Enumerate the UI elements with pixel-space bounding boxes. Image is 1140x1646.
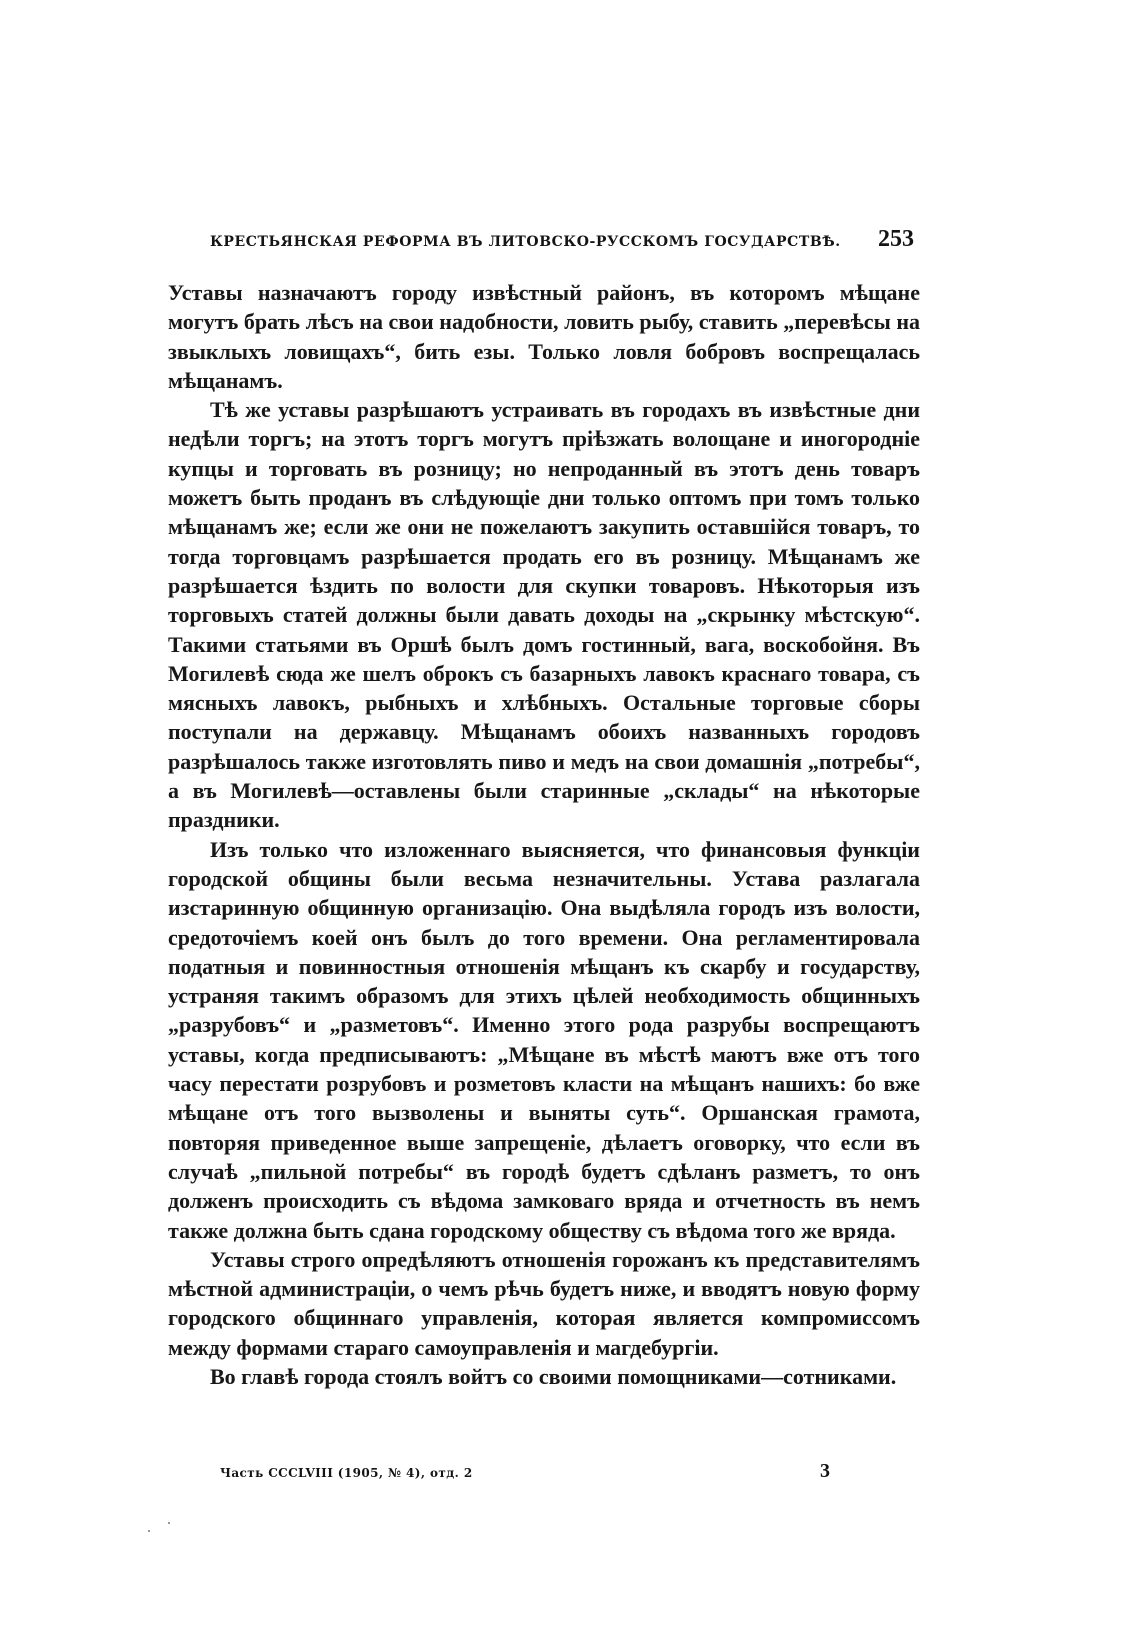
scan-speck bbox=[148, 1530, 150, 1532]
page-footer bbox=[220, 1460, 870, 1486]
signature-mark: 3 bbox=[820, 1460, 830, 1482]
paragraph-2: Тѣ же уставы разрѣшаютъ устраивать въ городахъ въ извѣстные дни недѣли торгъ; на этотъ торгъ могутъ пріѣзжать волощане и иногородніе купцы и торговать въ розницу; но непроданный въ этотъ день товаръ можетъ быть проданъ въ слѣдующіе дни только оптомъ при томъ только мѣщанамъ же; если же они не пожелаютъ закупить оставшійся товаръ, то тогда торговцамъ разрѣшается продать его въ розницу. Мѣщанамъ же разрѣшается ѣздить по волости для скупки товаровъ. Нѣкоторыя изъ торговыхъ статей должны были давать доходы на „скрынку мѣстскую“. Такими статьями въ Оршѣ былъ домъ гостинный, вага, воскобойня. Въ Могилевѣ сюда же шелъ оброкъ съ базарныхъ лавокъ краснаго товара, съ мясныхъ лавокъ, рыбныхъ и хлѣбныхъ. Остальные торговые сборы поступали на державцу. Мѣщанамъ обоихъ названныхъ городовъ разрѣшалось также изготовлять пиво и медъ на свои домашнія „потребы“, а въ Могилевѣ—оставлены были старинные „склады“ на нѣкоторые праздники. bbox=[168, 397, 920, 833]
signature-note: Часть CCCLVIII (1905, № 4), отд. 2 bbox=[220, 1466, 473, 1480]
paragraph-1: Уставы назначаютъ городу извѣстный районъ, въ которомъ мѣщане могутъ брать лѣсъ на свои надобности, ловить рыбу, ставить „перевѣсы на звыклыхъ ловищахъ“, бить езы. Только ловля бобровъ воспрещалась мѣщанамъ. bbox=[168, 280, 920, 393]
page-number: 253 bbox=[878, 226, 914, 252]
paragraph-3: Изъ только что изложеннаго выясняется, что финансовыя функціи городской общины были весьма незначительны. Устава разлагала изстаринную общинную организацію. Она выдѣляла городъ изъ волости, средоточіемъ коей онъ былъ до того времени. Она регламентировала податныя и повинностныя отношенія мѣщанъ къ скарбу и государству, устраняя такимъ образомъ для этихъ цѣлей необходимость общинныхъ „разрубовъ“ и „разметовъ“. Именно этого рода разрубы воспрещаютъ уставы, когда предписываютъ: „Мѣщане въ мѣстѣ маютъ вже отъ того часу перестати розрубовъ и розметовъ класти на мѣщанъ нашихъ: бо вже мѣщане отъ того вызволены и выняты суть“. Оршанская грамота, повторяя приведенное выше запрещеніе, дѣлаетъ оговорку, что если въ случаѣ „пильной потребы“ въ городѣ будетъ сдѣланъ разметъ, то онъ долженъ происходить съ вѣдома замковаго вряда и отчетность въ немъ также должна быть сдана городскому обществу съ вѣдома того же вряда. bbox=[168, 836, 920, 1243]
scan-speck bbox=[168, 1522, 170, 1524]
running-head bbox=[210, 226, 914, 254]
paragraph-5: Во главѣ города стоялъ войтъ со своими помощниками—сотниками. bbox=[210, 1363, 897, 1389]
paragraph-4: Уставы строго опредѣляютъ отношенія горожанъ къ представителямъ мѣстной администраціи, о чемъ рѣчь будетъ ниже, и вводятъ новую форму городского общиннаго управленія, которая является компромиссомъ между формами стараго самоуправленія и магдебургіи. bbox=[168, 1246, 920, 1360]
running-title: КРЕСТЬЯНСКАЯ РЕФОРМА ВЪ ЛИТОВСКО-РУССКОМЪ ГОСУДАРСТВѢ. bbox=[210, 234, 841, 250]
body-text bbox=[168, 278, 920, 1391]
